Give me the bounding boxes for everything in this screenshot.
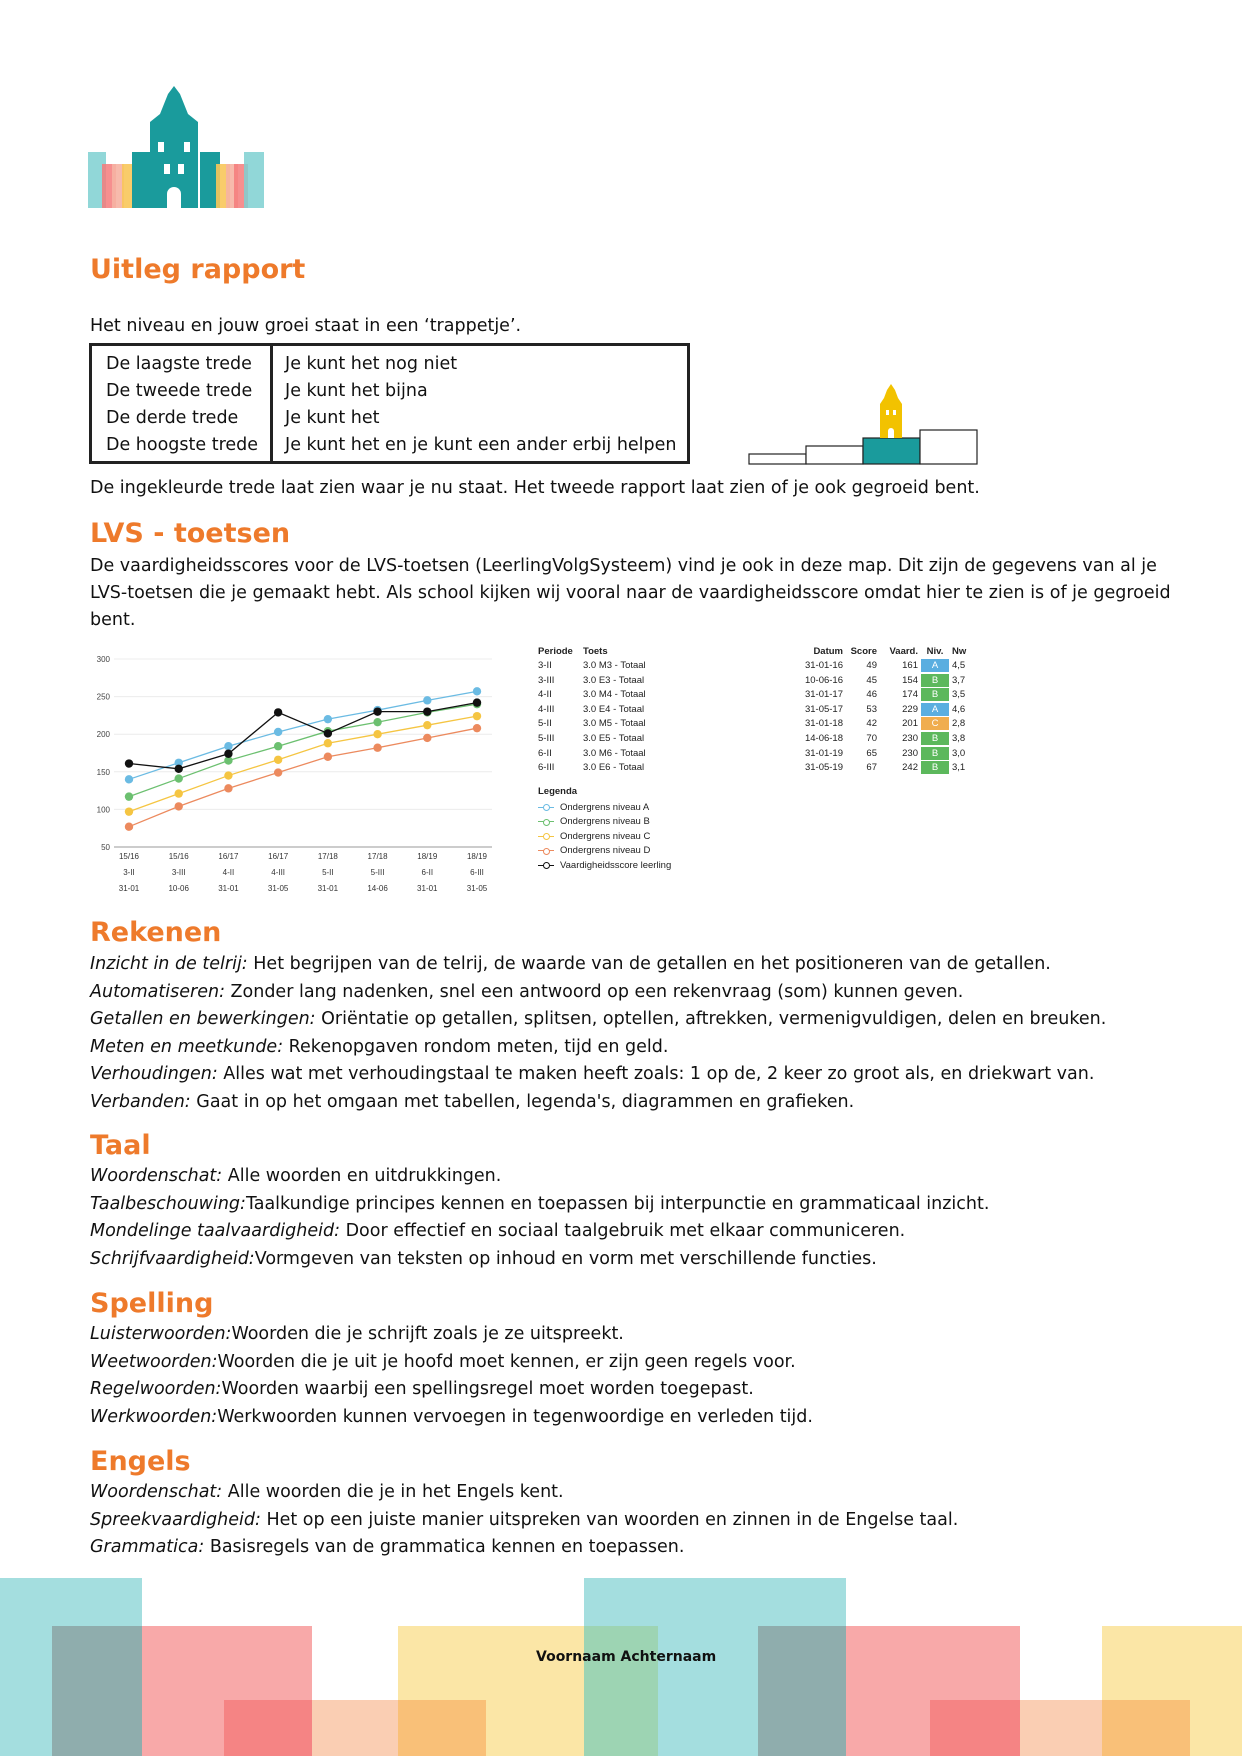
legend-swatch-icon (538, 861, 554, 869)
table-cell: 3.0 E3 - Totaal (583, 674, 645, 686)
definition-text: Woorden die je schrijft zoals je ze uitspreekt. (231, 1324, 624, 1344)
x-tick-label: 17/18 (367, 852, 388, 861)
definition-term: Woordenschat: (90, 1166, 223, 1186)
definition-text: Door effectief en sociaal taalgebruik met elkaar communiceren. (340, 1221, 906, 1241)
data-point (423, 734, 431, 742)
x-tick-label: 31-05 (466, 884, 488, 893)
data-point (175, 789, 183, 797)
table-cell: 4-III (538, 703, 555, 715)
definition-text: Woorden die je uit je hoofd moet kennen, er zijn geen regels voor. (217, 1351, 796, 1372)
table-cell: 4,5 (952, 660, 966, 671)
lvs-title: LVS - toetsen (90, 518, 291, 549)
step-trede: De hoogste trede (106, 435, 259, 455)
table-cell: 3.0 E5 - Totaal (583, 733, 645, 744)
lvs-line-chart (90, 645, 510, 895)
data-point (324, 753, 332, 761)
legend-label: Ondergrens niveau A (560, 801, 650, 813)
table-cell: A (921, 703, 949, 716)
x-tick-label: 4-II (222, 868, 235, 877)
data-point (274, 742, 282, 750)
lvs-paragraph-line: LVS-toetsen die je gemaakt hebt. Als school kijken wij vooral naar de vaardigheidsscore omdat hier te zien is of je gegroeid (90, 583, 1171, 603)
definition-term: Luisterwoorden: (90, 1324, 232, 1344)
table-cell: 42 (866, 718, 877, 730)
table-row (538, 717, 970, 731)
definition-text: Alle woorden en uitdrukkingen. (222, 1166, 502, 1186)
step-trede: De tweede trede (106, 381, 253, 401)
table-cell: 31-01-19 (804, 747, 843, 759)
table-cell: 14-06-18 (804, 733, 843, 744)
legend-label: Ondergrens niveau D (560, 845, 651, 857)
table-header-cell: Periode (538, 646, 573, 657)
rekenen-item (90, 1006, 1106, 1034)
data-point (473, 698, 481, 706)
table-cell: 5-III (538, 733, 555, 744)
table-row (538, 674, 970, 688)
data-point (423, 707, 431, 715)
data-point (373, 730, 381, 738)
table-cell: 230 (902, 747, 918, 759)
legend-label: Ondergrens niveau C (560, 830, 651, 842)
spelling-item (90, 1376, 813, 1404)
table-cell: 46 (866, 689, 877, 701)
legend-item (538, 844, 671, 859)
footer-student-name: Voornaam Achternaam (536, 1649, 717, 1665)
table-cell: 6-III (538, 762, 555, 774)
data-point (274, 768, 282, 776)
engels-item (90, 1507, 958, 1535)
spelling-item (90, 1404, 813, 1432)
step-text: Je kunt het (285, 408, 380, 428)
x-tick-label: 18/19 (417, 852, 438, 861)
table-cell: 230 (902, 733, 918, 744)
table-header-cell: Vaard. (889, 646, 918, 657)
lvs-paragraph-line: bent. (90, 610, 136, 630)
data-point (224, 771, 232, 779)
definition-text: Alle woorden die je in het Engels kent. (222, 1482, 564, 1502)
spelling-item (90, 1349, 813, 1377)
data-point (423, 721, 431, 729)
y-tick-label: 50 (101, 843, 110, 852)
data-point (324, 715, 332, 723)
table-cell: B (921, 674, 949, 687)
table-cell: 3-III (538, 674, 555, 686)
table-cell: B (921, 688, 949, 701)
data-point (473, 712, 481, 720)
table-cell: 154 (902, 674, 918, 686)
definition-text: Gaat in op het omgaan met tabellen, legenda's, diagrammen en grafieken. (190, 1091, 855, 1112)
table-cell: 3-II (538, 660, 552, 671)
taal-item (90, 1218, 989, 1246)
x-tick-label: 5-II (322, 868, 334, 877)
definition-term: Spreekvaardigheid: (90, 1509, 261, 1530)
legend-swatch-icon (538, 803, 554, 811)
y-tick-label: 200 (96, 730, 110, 740)
table-cell: 3,7 (952, 674, 966, 686)
definition-text: Rekenopgaven rondom meten, tijd en geld. (283, 1036, 669, 1057)
rekenen-item (90, 951, 1106, 979)
definition-term: Getallen en bewerkingen: (90, 1009, 316, 1029)
definition-term: Schrijfvaardigheid: (90, 1248, 255, 1269)
table-cell: 70 (866, 733, 877, 744)
table-cell: 49 (866, 660, 877, 671)
data-point (274, 756, 282, 764)
x-tick-label: 17/18 (317, 852, 338, 861)
definition-term: Automatiseren: (90, 981, 225, 1002)
table-cell: 31-01-17 (804, 689, 843, 701)
definition-text: Vormgeven van teksten op inhoud en vorm met verschillende functies. (254, 1248, 877, 1269)
tower-icon (880, 384, 902, 438)
data-point (175, 774, 183, 782)
table-row (538, 747, 970, 761)
table-cell: 6-II (538, 747, 552, 759)
table-cell: B (921, 747, 949, 760)
table-cell: 3,1 (952, 762, 966, 774)
rekenen-title: Rekenen (90, 917, 222, 948)
data-point (175, 765, 183, 773)
data-point (373, 718, 381, 726)
definition-term: Verhoudingen: (90, 1064, 218, 1084)
y-tick-label: 250 (96, 692, 110, 702)
x-tick-label: 5-III (370, 868, 385, 877)
table-cell: 3.0 M4 - Totaal (583, 689, 646, 701)
legend-item (538, 815, 671, 830)
table-cell: 31-05-19 (804, 762, 843, 774)
school-logo (88, 86, 264, 208)
uitleg-title: Uitleg rapport (90, 254, 306, 285)
staircase-illustration (746, 382, 980, 466)
data-point (224, 784, 232, 792)
table-cell: 10-06-16 (804, 674, 843, 686)
x-tick-label: 31-01 (118, 884, 140, 893)
table-cell: C (921, 717, 949, 730)
table-cell: 201 (902, 718, 918, 730)
data-point (224, 750, 232, 758)
rekenen-item (90, 979, 1106, 1007)
taal-list (90, 1163, 989, 1273)
x-tick-label: 18/19 (466, 852, 488, 861)
data-point (125, 807, 133, 815)
x-tick-label: 31-05 (267, 884, 289, 893)
table-header-row (538, 645, 970, 659)
table-cell: 53 (866, 703, 877, 715)
table-cell: 4,6 (952, 703, 966, 715)
legend-item (538, 829, 671, 844)
definition-text: Woorden waarbij een spellingsregel moet worden toegepast. (221, 1379, 754, 1399)
table-cell: 3.0 E6 - Totaal (583, 762, 645, 774)
y-tick-label: 300 (96, 655, 110, 664)
data-point (175, 802, 183, 810)
lvs-paragraph-line: De vaardigheidsscores voor de LVS-toetsen (LeerlingVolgSysteem) vind je ook in deze map. Dit zijn de gegevens van al je (90, 556, 1157, 576)
spelling-item (90, 1321, 813, 1349)
step-text: Je kunt het nog niet (285, 354, 458, 374)
table-header-cell: Nw (952, 646, 967, 657)
table-header-cell: Toets (583, 646, 608, 657)
definition-term: Inzicht in de telrij: (90, 954, 248, 974)
data-point (473, 724, 481, 732)
engels-item (90, 1534, 958, 1562)
x-tick-label: 16/17 (268, 852, 289, 861)
table-cell: 3,5 (952, 689, 966, 701)
x-tick-label: 6-II (421, 868, 434, 877)
data-point (274, 708, 282, 716)
table-cell: B (921, 761, 949, 774)
legend-swatch-icon (538, 818, 554, 826)
x-tick-label: 3-II (123, 868, 135, 877)
x-tick-label: 14-06 (367, 884, 388, 893)
step-text: Je kunt het bijna (285, 381, 428, 401)
table-cell: 3.0 M3 - Totaal (583, 660, 646, 671)
legend-label: Vaardigheidsscore leerling (560, 859, 672, 871)
x-tick-label: 4-III (271, 868, 286, 877)
definition-text: Basisregels van de grammatica kennen en toepassen. (204, 1537, 685, 1557)
footer-decoration (0, 1578, 1242, 1756)
data-point (324, 729, 332, 737)
legend-swatch-icon (538, 832, 554, 840)
step-trede: De derde trede (106, 408, 239, 428)
data-point (224, 742, 232, 750)
rekenen-item (90, 1034, 1106, 1062)
data-point (373, 707, 381, 715)
legend-title: Legenda (538, 786, 578, 797)
definition-text: Het op een juiste manier uitspreken van woorden en zinnen in de Engelse taal. (260, 1509, 959, 1530)
y-tick-label: 100 (96, 805, 110, 815)
data-point (324, 739, 332, 747)
table-cell: 229 (902, 703, 918, 715)
table-cell: 4-II (538, 689, 552, 701)
taal-item (90, 1246, 989, 1274)
table-cell: 242 (902, 762, 918, 774)
step-text: Je kunt het en je kunt een ander erbij helpen (285, 435, 677, 455)
x-tick-label: 15/16 (118, 852, 140, 861)
taal-title: Taal (90, 1130, 151, 1161)
data-point (125, 822, 133, 830)
table-cell: 65 (866, 747, 877, 759)
x-tick-label: 31-01 (317, 884, 339, 893)
data-point (373, 744, 381, 752)
definition-term: Woordenschat: (90, 1482, 223, 1502)
x-tick-label: 31-01 (417, 884, 438, 893)
chart-legend (538, 786, 671, 873)
definition-text: Taalkundige principes kennen en toepassen bij interpunctie en grammaticaal inzicht. (245, 1193, 990, 1214)
data-point (125, 775, 133, 783)
table-cell: 3,8 (952, 733, 966, 744)
definition-term: Meten en meetkunde: (90, 1036, 284, 1057)
table-cell: 45 (866, 674, 877, 686)
definition-term: Mondelinge taalvaardigheid: (90, 1221, 340, 1241)
table-row (538, 761, 970, 775)
x-tick-label: 10-06 (168, 884, 189, 893)
steps-table (89, 343, 690, 464)
table-cell: 2,8 (952, 718, 966, 730)
table-cell: 161 (902, 660, 918, 671)
definition-term: Verbanden: (90, 1091, 191, 1112)
table-cell: A (921, 659, 949, 672)
table-row (538, 732, 970, 746)
taal-item (90, 1163, 989, 1191)
taal-item (90, 1191, 989, 1219)
definition-term: Werkwoorden: (90, 1406, 218, 1427)
table-header-cell: Score (850, 646, 877, 657)
table-cell: 31-01-18 (804, 718, 843, 730)
table-cell: B (921, 732, 949, 745)
definition-term: Weetwoorden: (90, 1351, 218, 1372)
spelling-list (90, 1321, 813, 1431)
definition-text: Alles wat met verhoudingstaal te maken heeft zoals: 1 op de, 2 keer zo groot als, en driekwart van. (217, 1064, 1095, 1084)
table-row (538, 688, 970, 702)
table-cell: 3.0 M6 - Totaal (583, 747, 646, 759)
table-header-cell: Datum (813, 646, 843, 657)
definition-term: Grammatica: (90, 1537, 205, 1557)
table-cell: 174 (902, 689, 918, 701)
definition-term: Regelwoorden: (90, 1379, 222, 1399)
data-point (473, 687, 481, 695)
rekenen-list (90, 951, 1106, 1116)
legend-label: Ondergrens niveau B (560, 816, 650, 828)
x-tick-label: 3-III (171, 868, 186, 877)
legend-swatch-icon (538, 847, 554, 855)
data-point (125, 792, 133, 800)
definition-text: Zonder lang nadenken, snel een antwoord op een rekenvraag (som) kunnen geven. (224, 981, 964, 1002)
definition-text: Werkwoorden kunnen vervoegen in tegenwoordige en verleden tijd. (217, 1406, 813, 1427)
definition-text: Het begrijpen van de telrij, de waarde van de getallen en het positioneren van de getallen. (247, 954, 1051, 974)
table-cell: 3.0 E4 - Totaal (583, 703, 645, 715)
table-row (538, 659, 970, 673)
definition-term: Taalbeschouwing: (90, 1193, 246, 1214)
table-cell: 3,0 (952, 747, 966, 759)
table-cell: 31-01-16 (804, 660, 843, 671)
series-line (129, 704, 477, 796)
legend-item (538, 858, 671, 873)
x-tick-label: 6-III (470, 868, 484, 877)
definition-text: Oriëntatie op getallen, splitsen, optellen, aftrekken, vermenigvuldigen, delen en breuken. (315, 1009, 1107, 1029)
x-tick-label: 15/16 (168, 852, 189, 861)
legend-item (538, 800, 671, 815)
table-cell: 67 (866, 762, 877, 774)
rekenen-item (90, 1089, 1106, 1117)
data-point (274, 728, 282, 736)
scores-table (538, 645, 970, 775)
spelling-title: Spelling (90, 1288, 214, 1319)
y-tick-label: 150 (96, 767, 110, 777)
x-tick-label: 31-01 (218, 884, 239, 893)
engels-title: Engels (90, 1446, 191, 1477)
uitleg-intro: Het niveau en jouw groei staat in een ‘trappetje’. (90, 316, 522, 336)
table-cell: 3.0 M5 - Totaal (583, 718, 646, 730)
uitleg-outro: De ingekleurde trede laat zien waar je nu staat. Het tweede rapport laat zien of je ook gegroeid bent. (90, 478, 980, 498)
x-tick-label: 16/17 (218, 852, 239, 861)
table-row (538, 703, 970, 717)
engels-list (90, 1479, 958, 1562)
data-point (125, 759, 133, 767)
data-point (423, 696, 431, 704)
step-trede: De laagste trede (106, 354, 252, 374)
table-cell: 5-II (538, 718, 552, 730)
table-cell: 31-05-17 (804, 703, 843, 715)
rekenen-item (90, 1061, 1106, 1089)
engels-item (90, 1479, 958, 1507)
table-header-cell: Niv. (926, 646, 944, 657)
